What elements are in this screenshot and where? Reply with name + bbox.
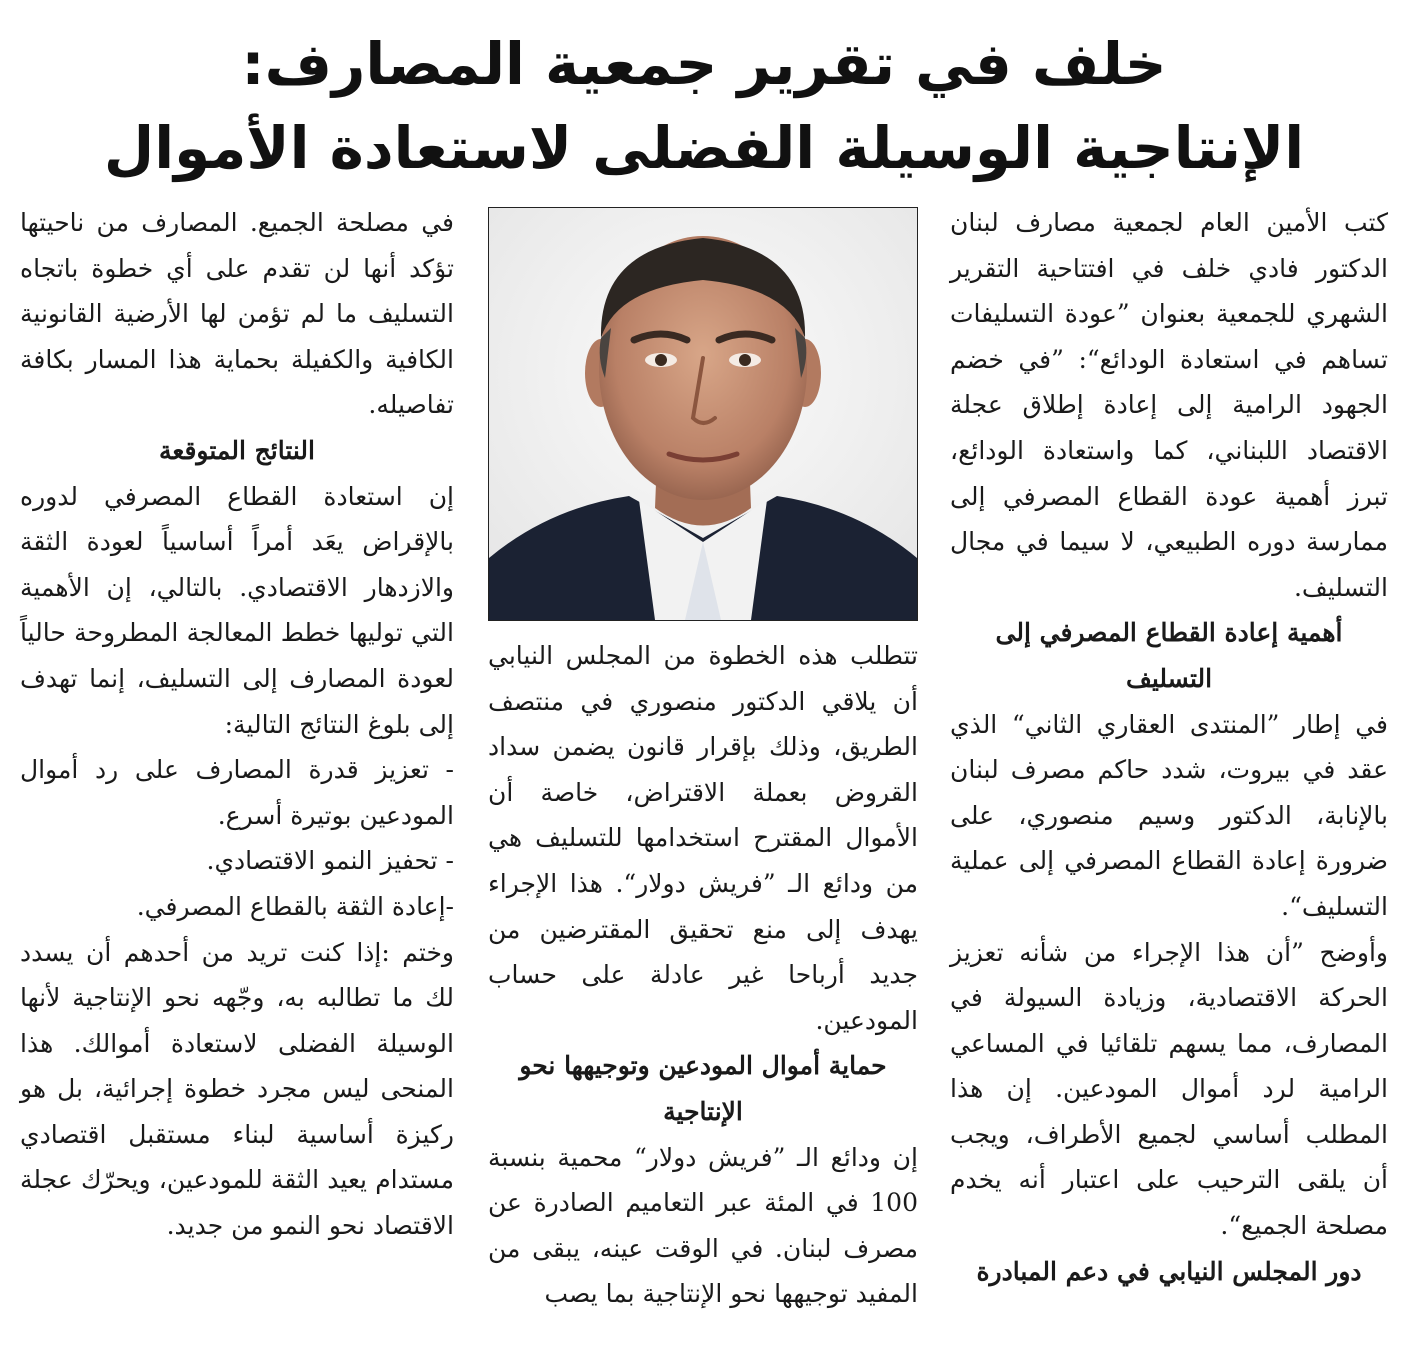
subheading: حماية أموال المودعين وتوجيهها نحو الإنتاجية [519,1051,887,1126]
headline [40,22,1368,190]
paragraph: وختم :إذا كنت تريد من أحدهم أن يسدد لك ما تطالبه به، وجّهه نحو الإنتاجية لأنها الوسيلة الفضلى لاستعادة أموالك. هذا المنحى ليس مجرد خطوة إجرائية، بل هو ركيزة أساسية لبناء مستقبل اقتصادي مستدام يعيد الثقة للمودعين، ويحرّك عجلة الاقتصاد نحو النمو من جديد. [20,937,454,1241]
paragraph: إن ودائع الـ ”فريش دولار“ محمية بنسبة 100 في المئة عبر التعاميم الصادرة عن مصرف لبنان. في الوقت عينه، يبقى من المفيد توجيهها نحو الإنتاجية بما يصب [488,1142,918,1309]
portrait-illustration [489,208,917,620]
paragraph: في مصلحة الجميع. المصارف من ناحيتها تؤكد أنها لن تقدم على أي خطوة باتجاه التسليف ما لم تؤمن لها الأرضية القانونية الكافية والكفيلة بحماية هذا المسار بكافة تفاصيله. [20,208,454,420]
paragraph: كتب الأمين العام لجمعية مصارف لبنان الدكتور فادي خلف في افتتاحية التقرير الشهري للجمعية بعنوان ”عودة التسليفات تساهم في استعادة الودائع“: ”في خضم الجهود الرامية إلى إعادة إطلاق عجلة الاقتصاد اللبناني، كما واستعادة الودائع، تبرز أهمية عودة القطاع المصرفي إلى ممارسة دوره الطبيعي، لا سيما في مجال التسليف. [950,208,1388,602]
paragraph: في إطار ”المنتدى العقاري الثاني“ الذي عقد في بيروت، شدد حاكم مصرف لبنان بالإنابة، الدكتور وسيم منصوري، على ضرورة إعادة القطاع المصرفي إلى عملية التسليف“. [950,709,1388,921]
article-column-middle [488,633,918,1317]
bullet-item: - تعزيز قدرة المصارف على رد أموال المودعين بوتيرة أسرع. [20,755,454,830]
article-column-right [950,200,1388,1294]
subheading: دور المجلس النيابي في دعم المبادرة [976,1256,1362,1286]
paragraph: تتطلب هذه الخطوة من المجلس النيابي أن يلاقي الدكتور منصوري في منتصف الطريق، وذلك بإقرار قانون يضمن سداد القروض بعملة الاقتراض، خاصة أن الأموال المقترح استخدامها للتسليف هي من ودائع الـ ”فريش دولار“. هذا الإجراء يهدف إلى منع تحقيق المقترضين من جديد أرباحا غير عادلة على حساب المودعين. [488,641,918,1035]
bullet-item: - تحفيز النمو الاقتصادي. [206,846,454,876]
article-column-left [20,200,454,1249]
headline-line-1: خلف في تقرير جمعية المصارف: [241,30,1167,98]
portrait-photo [488,207,918,621]
bullet-item: -إعادة الثقة بالقطاع المصرفي. [136,891,454,921]
headline-line-2: الإنتاجية الوسيلة الفضلى لاستعادة الأموال [103,114,1305,182]
paragraph: وأوضح ”أن هذا الإجراء من شأنه تعزيز الحركة الاقتصادية، وزيادة السيولة في المصارف، مما يسهم تلقائيا في المساعي الرامية لرد أموال المودعين. إن هذا المطلب أساسي لجميع الأطراف، ويجب أن يلقى الترحيب على اعتبار أنه يخدم مصلحة الجميع“. [950,937,1388,1241]
paragraph: إن استعادة القطاع المصرفي لدوره بالإقراض يعَد أمراً أساسياً لعودة الثقة والازدهار الاقتصادي. بالتالي، إن الأهمية التي توليها خطط المعالجة المطروحة حالياً لعودة المصارف إلى التسليف، إنما تهدف إلى بلوغ النتائج التالية: [20,481,454,739]
subheading: أهمية إعادة القطاع المصرفي إلى التسليف [995,618,1343,693]
subheading: النتائج المتوقعة [159,435,315,465]
